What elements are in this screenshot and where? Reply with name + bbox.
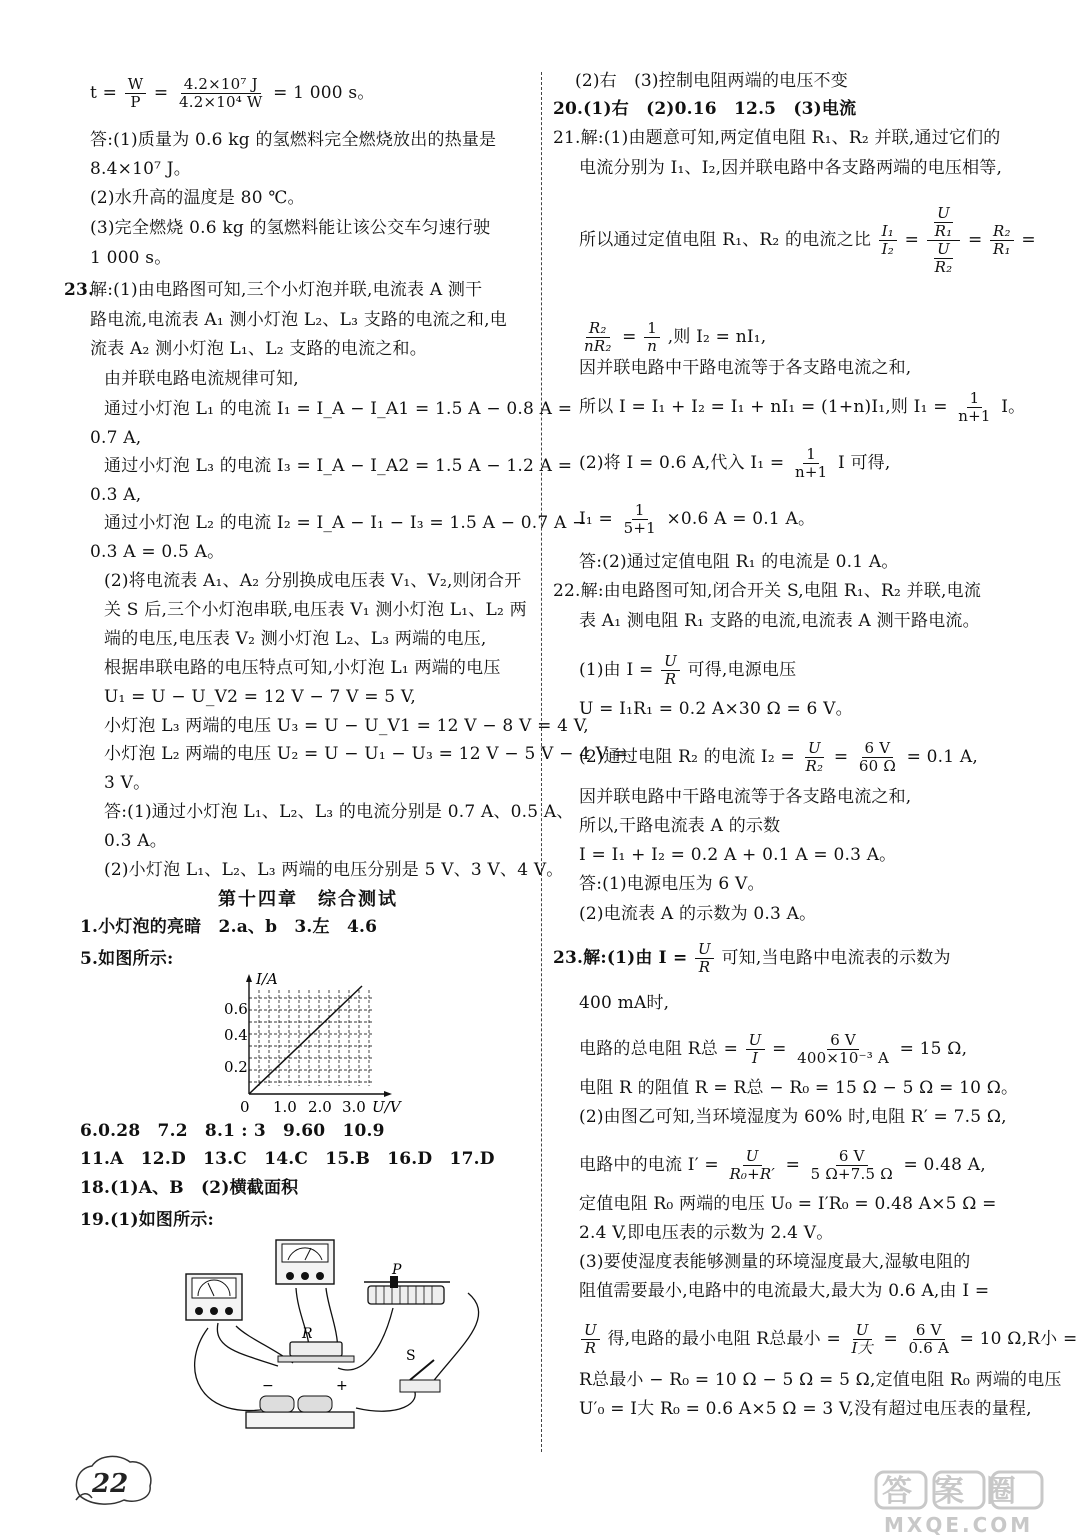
answer-line: 6.0.28 7.2 8.1 : 3 9.60 10.9	[80, 1121, 385, 1141]
solution-line: 表 A₁ 测电阻 R₁ 支路的电流,电流表 A 测干路电流。	[579, 611, 980, 631]
fraction: $\frac{6 V}{60 \Omega}$	[858, 739, 896, 775]
solution-line: $\frac{U}{R}$ 得,电路的最小电阻 R总最小 = $\frac{U}{\text{I大}}$ = $\frac{6 V}{0.6 A}$ = 10 Ω,R小 =	[579, 1322, 1077, 1357]
resistor	[278, 1342, 354, 1362]
solution-line: 通过小灯泡 L₂ 的电流 I₂ = I_A − I₁ − I₃ = 1.5 A − 0.7 A −	[104, 513, 587, 533]
battery	[246, 1396, 354, 1428]
solution-line: 端的电压,电压表 V₂ 测小灯泡 L₂、L₃ 两端的电压,	[104, 629, 487, 649]
resistor-label: R	[302, 1326, 313, 1342]
answer-line: 1 000 s。	[90, 248, 172, 268]
answer-line: 5.如图所示:	[80, 949, 174, 969]
fraction: $\frac{U}{\text{R₂}}$	[805, 739, 824, 775]
answer-line: 11.A 12.D 13.C 14.C 15.B 16.D 17.D	[80, 1149, 495, 1169]
x-axis-label: U/V	[372, 1098, 401, 1116]
switch-label: S	[406, 1348, 416, 1364]
watermark-url: MXQE.COM	[884, 1513, 1034, 1536]
question-number: 23.	[64, 280, 95, 300]
data-line	[249, 986, 362, 1094]
origin-label: 0	[240, 1098, 250, 1116]
rheostat	[364, 1276, 450, 1304]
chapter-title: 第十四章 综合测试	[218, 889, 398, 910]
answer-line: 19.(1)如图所示:	[80, 1210, 214, 1230]
page-number: 22	[92, 1469, 129, 1499]
solution-line: (2)由图乙可知,当环境湿度为 60% 时,电阻 R′ = 7.5 Ω,	[579, 1107, 1007, 1127]
watermark-text: 答案圈	[882, 1474, 1038, 1509]
ammeter-left	[186, 1274, 242, 1320]
answer-line: (2)电流表 A 的示数为 0.3 A。	[579, 904, 817, 924]
solution-line: 由并联电路电流规律可知,	[104, 369, 299, 389]
compound-fraction: $\frac{\frac{U}{\text{R₁}}}{\frac{U}{\text{R₂}}}$	[927, 205, 961, 276]
battery-negative: −	[262, 1378, 274, 1394]
current-voltage-graph	[222, 970, 412, 1114]
answer-line: (2)水升高的温度是 80 ℃。	[90, 188, 305, 208]
solution-line: 小灯泡 L₃ 两端的电压 U₃ = U − U_V1 = 12 V − 8 V = 4 V,	[104, 716, 589, 736]
solution-line: 0.3 A = 0.5 A。	[90, 542, 225, 562]
answer-line: (2)右 (3)控制电阻两端的电压不变	[575, 71, 848, 91]
y-tick-label: 0.4	[224, 1026, 248, 1044]
fraction: $\frac{1}{n+1}$	[794, 445, 828, 481]
slider-label: P	[392, 1262, 402, 1278]
fraction: $\frac{1}{n}$	[644, 320, 660, 355]
solution-line: 电流分别为 I₁、I₂,因并联电路中各支路两端的电压相等,	[579, 158, 1003, 178]
solution-line: (2)将 I = 0.6 A,代入 I₁ = $\frac{1}{n+1}$ I 可得,	[579, 445, 891, 481]
solution-line: 所以通过定值电阻 R₁、R₂ 的电流之比 $\frac{\text{I₁}}{\text{I₂}}$ = $\frac{\frac{U}{\text{R₁}}}{\frac{U}{\text{R₂}}}$ = $\frac{\text{R₂}}{\text{R₁}}$ =	[579, 204, 1036, 276]
ammeter-top	[276, 1240, 334, 1284]
solution-line: 流表 A₂ 测小灯泡 L₁、L₂ 支路的电流之和。	[90, 339, 427, 359]
fraction: $\frac{W}{P}$	[125, 76, 147, 111]
answer-line: (3)完全燃烧 0.6 kg 的氢燃料能让该公交车匀速行驶	[90, 218, 491, 238]
fraction: $\frac{6 V}{0.6 A}$	[908, 1321, 949, 1357]
solution-line: 22.解:由电路图可知,闭合开关 S,电阻 R₁、R₂ 并联,电流	[553, 581, 982, 601]
solution-line: 电阻 R 的阻值 R = R总 − R₀ = 15 Ω − 5 Ω = 10 Ω。	[579, 1078, 1019, 1098]
y-axis-label: I/A	[256, 970, 278, 988]
solution-line: 电路的总电阻 R总 = $\frac{U}{I}$ = $\frac{6 V}{\text{400×10⁻³ A}}$ = 15 Ω,	[579, 1031, 968, 1067]
solution-line: 400 mA时,	[579, 993, 670, 1013]
solution-line: 解:(1)由电路图可知,三个小灯泡并联,电流表 A 测干	[90, 280, 483, 300]
fraction: $\frac{1}{5+1}$	[623, 501, 656, 537]
solution-line: 21.解:(1)由题意可知,两定值电阻 R₁、R₂ 并联,通过它们的	[553, 128, 1001, 148]
fraction: $\frac{U}{\text{I大}}$	[851, 1321, 873, 1357]
fraction: $\frac{6 V}{\text{400×10⁻³ A}}$	[797, 1031, 889, 1067]
solution-line: 因并联电路中干路电流等于各支路电流之和,	[579, 358, 912, 378]
fraction: $\frac{U}{R}$	[661, 653, 680, 688]
solution-line: 通过小灯泡 L₁ 的电流 I₁ = I_A − I_A1 = 1.5 A − 0.8 A =	[104, 399, 573, 419]
solution-line: 路电流,电流表 A₁ 测小灯泡 L₂、L₃ 支路的电流之和,电	[90, 310, 507, 330]
fraction: $\frac{1}{n+1}$	[958, 389, 991, 425]
fraction: $\frac{\text{R₂}}{\text{R₁}}$	[990, 223, 1014, 258]
solution-line: (2)通过电阻 R₂ 的电流 I₂ = $\frac{U}{\text{R₂}}$ = $\frac{6 V}{60 \Omega}$ = 0.1 A,	[579, 739, 978, 775]
y-tick-label: 0.2	[224, 1058, 248, 1076]
x-tick-label: 2.0	[308, 1098, 332, 1116]
x-tick-label: 3.0	[342, 1098, 366, 1116]
solution-line: 关 S 后,三个小灯泡串联,电压表 V₁ 测小灯泡 L₁、L₂ 两	[104, 600, 527, 620]
circuit-diagram	[178, 1228, 508, 1438]
solution-line: U = I₁R₁ = 0.2 A×30 Ω = 6 V。	[579, 699, 853, 719]
solution-line: 2.4 V,即电压表的示数为 2.4 V。	[579, 1223, 834, 1243]
fraction: $\frac{6 V}{5 \Omega+7.5 \Omega}$	[810, 1147, 893, 1183]
solution-line: I = I₁ + I₂ = 0.2 A + 0.1 A = 0.3 A。	[579, 845, 897, 865]
solution-line: $\frac{\text{R₂}}{\text{nR₂}}$ = $\frac{1}{n}$ ,则 I₂ = nI₁,	[579, 320, 766, 355]
solution-line: 23.解:(1)由 I = $\frac{U}{R}$ 可知,当电路中电流表的示数为	[553, 940, 951, 976]
answer-line: 8.4×10⁷ J。	[90, 159, 191, 179]
fraction: $\frac{U}{R}$	[581, 1322, 600, 1357]
solution-line: 所以,干路电流表 A 的示数	[579, 816, 781, 836]
solution-line: 因并联电路中干路电流等于各支路电流之和,	[579, 787, 912, 807]
answer-line: 18.(1)A、B (2)横截面积	[80, 1178, 299, 1198]
y-tick-label: 0.6	[224, 1000, 248, 1018]
solution-line: 0.3 A,	[90, 485, 142, 505]
solution-line: (2)将电流表 A₁、A₂ 分别换成电压表 V₁、V₂,则闭合开	[104, 571, 522, 591]
solution-line: I₁ = $\frac{1}{5+1}$ ×0.6 A = 0.1 A。	[579, 501, 816, 537]
solution-line: 定值电阻 R₀ 两端的电压 U₀ = I′R₀ = 0.48 A×5 Ω =	[579, 1194, 997, 1214]
solution-line: 根据串联电路的电压特点可知,小灯泡 L₁ 两端的电压	[104, 658, 501, 678]
solution-line: R总最小 − R₀ = 10 Ω − 5 Ω = 5 Ω,定值电阻 R₀ 两端的电压	[579, 1370, 1062, 1390]
battery-positive: +	[336, 1378, 348, 1394]
fraction: $\frac{\text{R₂}}{\text{nR₂}}$	[584, 319, 612, 355]
solution-line: 阻值需要最小,电路中的电流最大,最大为 0.6 A,由 I =	[579, 1281, 990, 1301]
solution-line: 0.7 A,	[90, 428, 142, 448]
fraction: $\frac{U}{R}$	[695, 941, 714, 976]
answer-line: 答:(1)通过小灯泡 L₁、L₂、L₃ 的电流分别是 0.7 A、0.5 A、	[104, 802, 574, 822]
fraction: $\frac{\text{I₁}}{\text{I₂}}$	[879, 223, 897, 258]
solution-line: 小灯泡 L₂ 两端的电压 U₂ = U − U₁ − U₃ = 12 V − 5 V − 4 V =	[104, 744, 629, 764]
answer-line: (2)小灯泡 L₁、L₂、L₃ 两端的电压分别是 5 V、3 V、4 V。	[104, 860, 564, 880]
solution-line: U′₀ = I大 R₀ = 0.6 A×5 Ω = 3 V,没有超过电压表的量程,	[579, 1399, 1032, 1419]
answer-line: 20.(1)右 (2)0.16 12.5 (3)电流	[553, 99, 857, 119]
fraction: $\frac{U}{I}$	[746, 1032, 765, 1067]
fraction: $\frac{\text{4.2×10⁷ J}}{\text{4.2×10⁴ W}}$	[178, 75, 263, 111]
switch	[400, 1360, 440, 1392]
answer-line: 0.3 A。	[104, 831, 167, 851]
solution-line: 电路中的电流 I′ = $\frac{U}{\text{R₀+R′}}$ = $\frac{6 V}{5 \Omega+7.5 \Omega}$ = 0.48 A,	[579, 1147, 986, 1183]
solution-line: U₁ = U − U_V2 = 12 V − 7 V = 5 V,	[104, 687, 416, 707]
answer-line: 答:(2)通过定值电阻 R₁ 的电流是 0.1 A。	[579, 552, 899, 572]
solution-line: 通过小灯泡 L₃ 的电流 I₃ = I_A − I_A2 = 1.5 A − 1.2 A =	[104, 456, 573, 476]
solution-line: 3 V。	[104, 773, 151, 793]
solution-line: (3)要使湿度表能够测量的环境湿度最大,湿敏电阻的	[579, 1252, 971, 1272]
solution-line: t = $\frac{W}{P}$ = $\frac{\text{4.2×10⁷ J}}{\text{4.2×10⁴ W}}$ = 1 000 s。	[90, 75, 375, 111]
page-number-badge	[70, 1448, 156, 1506]
answer-line: 1.小灯泡的亮暗 2.a、b 3.左 4.6	[80, 917, 378, 937]
x-tick-label: 1.0	[273, 1098, 297, 1116]
solution-line: (1)由 I = $\frac{U}{R}$ 可得,电源电压	[579, 652, 797, 688]
fraction: $\frac{U}{\text{R₀+R′}}$	[729, 1147, 776, 1183]
answer-line: 答:(1)电源电压为 6 V。	[579, 874, 765, 894]
watermark-logo	[872, 1470, 1054, 1536]
answer-line: 答:(1)质量为 0.6 kg 的氢燃料完全燃烧放出的热量是	[90, 130, 497, 150]
solution-line: 所以 I = I₁ + I₂ = I₁ + nI₁ = (1+n)I₁,则 I₁ = $\frac{1}{n+1}$ I。	[579, 389, 1026, 425]
